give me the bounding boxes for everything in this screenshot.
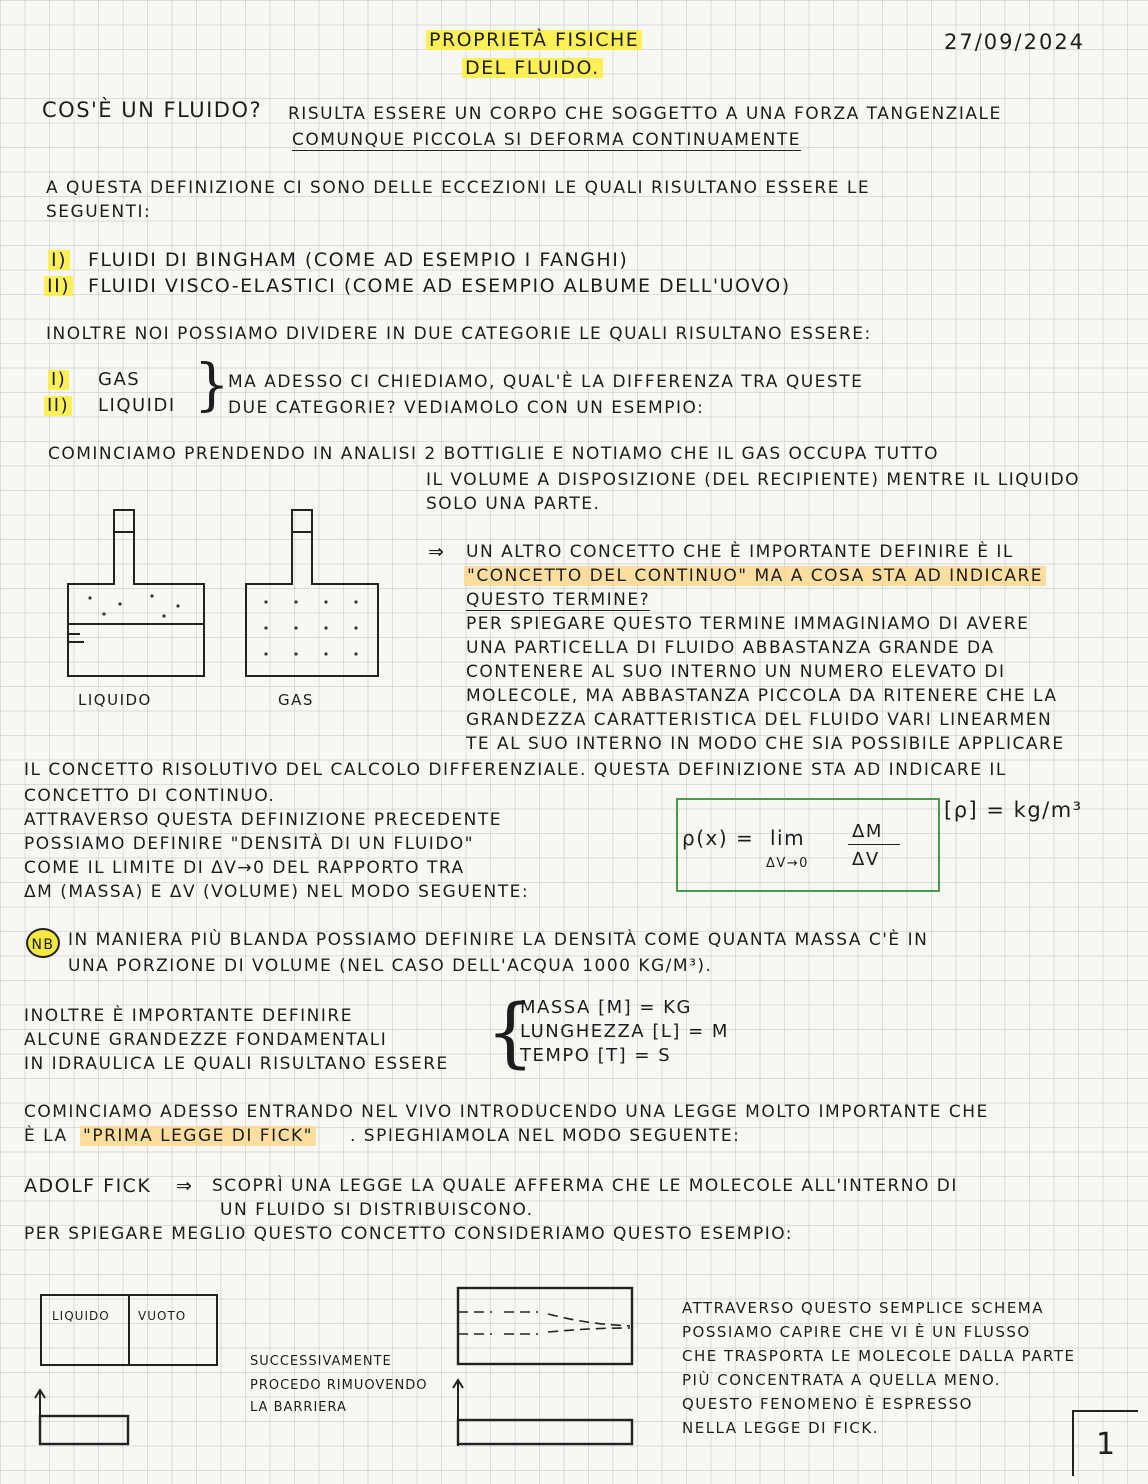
fick-desc-line2: UN FLUIDO SI DISTRIBUISCONO. xyxy=(220,1200,534,1220)
diagram-mid-line1: SUCCESSIVAMENTE xyxy=(250,1354,392,1369)
nb-line2: UNA PORZIONE DI VOLUME (NEL CASO DELL'ACQUA 1000 KG/M³). xyxy=(68,956,713,976)
exceptions-line1: A QUESTA DEFINIZIONE CI SONO DELLE ECCEZIONI LE QUALI RISULTANO ESSERE LE xyxy=(46,178,871,198)
bottles-diagram xyxy=(60,506,420,686)
gas-particle xyxy=(264,652,267,655)
page-number: 1 xyxy=(1096,1427,1117,1462)
fundamental-quantity: LUNGHEZZA [L] = M xyxy=(520,1021,729,1042)
density-line: ATTRAVERSO QUESTA DEFINIZIONE PRECEDENTE xyxy=(24,810,503,830)
diagram-mid-line3: LA BARRIERA xyxy=(250,1400,347,1415)
formula-lim: lim xyxy=(770,826,806,850)
page-title-line2: DEL FLUIDO. xyxy=(462,58,603,78)
fick-law-highlight: "PRIMA LEGGE DI FICK" xyxy=(80,1126,316,1146)
box-empty-label: VUOTO xyxy=(138,1309,187,1323)
lower-diffused-box xyxy=(458,1420,632,1444)
continuum-line: UNA PARTICELLA DI FLUIDO ABBASTANZA GRANDE DA xyxy=(466,638,995,658)
continuum-line: UN ALTRO CONCETTO CHE È IMPORTANTE DEFINIRE È IL xyxy=(466,542,1014,562)
fundamental-quantity: TEMPO [T] = S xyxy=(520,1045,672,1066)
density-line: COME IL LIMITE DI ΔV→0 DEL RAPPORTO TRA xyxy=(24,858,465,878)
formula-denominator: ΔV xyxy=(852,849,880,870)
continuum-line: GRANDEZZA CARATTERISTICA DEL FLUIDO VARI LINEARMEN xyxy=(466,710,1053,730)
bottle-liquid-outline xyxy=(68,532,204,676)
category-item: LIQUIDI xyxy=(98,395,176,416)
conclusion-line: ATTRAVERSO QUESTO SEMPLICE SCHEMA xyxy=(682,1299,1044,1317)
curly-brace-icon: } xyxy=(194,353,232,418)
gas-particle xyxy=(176,604,179,607)
category-marker: II) xyxy=(44,396,72,416)
gas-particle xyxy=(294,652,297,655)
category-item: GAS xyxy=(98,369,141,390)
category-marker: I) xyxy=(48,370,69,390)
page-title-line1: PROPRIETÀ FISICHE xyxy=(426,30,642,50)
fundamentals-line: INOLTRE È IMPORTANTE DEFINIRE xyxy=(24,1006,353,1026)
nb-line1: IN MANIERA PIÙ BLANDA POSSIAMO DEFINIRE LA DENSITÀ COME QUANTA MASSA C'È IN xyxy=(68,930,929,950)
conclusion-line: PIÙ CONCENTRATA A QUELLA MENO. xyxy=(682,1371,1001,1389)
gas-particle xyxy=(88,596,91,599)
conclusion-line: QUESTO FENOMENO È ESPRESSO xyxy=(682,1395,973,1413)
diagram-mid-line2: PROCEDO RIMUOVENDO xyxy=(250,1378,428,1393)
lower-box xyxy=(40,1416,128,1444)
density-unit: [ρ] = kg/m³ xyxy=(944,798,1083,822)
continuum-cont-line2: CONCETTO DI CONTINUO. xyxy=(24,786,276,806)
fundamental-quantity: MASSA [M] = KG xyxy=(520,997,692,1018)
conclusion-line: CHE TRASPORTA LE MOLECOLE DALLA PARTE xyxy=(682,1347,1076,1365)
gas-particle xyxy=(264,600,267,603)
diffused-container xyxy=(458,1288,632,1364)
page-date: 27/09/2024 xyxy=(944,30,1086,54)
exception-item: FLUIDI DI BINGHAM (COME AD ESEMPIO I FANGHI) xyxy=(88,249,629,271)
box-liquid-label: LIQUIDO xyxy=(52,1309,110,1323)
exception-marker: I) xyxy=(48,250,70,270)
density-line: ΔM (MASSA) E ΔV (VOLUME) NEL MODO SEGUENTE: xyxy=(24,882,530,902)
density-line: POSSIAMO DEFINIRE "DENSITÀ DI UN FLUIDO" xyxy=(24,834,475,854)
continuum-line: CONTENERE AL SUO INTERNO UN NUMERO ELEVATO DI xyxy=(466,662,1006,682)
continuum-line: PER SPIEGARE QUESTO TERMINE IMMAGINIAMO DI AVERE xyxy=(466,614,1030,634)
bottles-line1: COMINCIAMO PRENDENDO IN ANALISI 2 BOTTIGLIE E NOTIAMO CHE IL GAS OCCUPA TUTTO xyxy=(48,444,939,464)
gas-particle xyxy=(294,626,297,629)
barrier xyxy=(128,1296,130,1364)
intro-answer-line2: COMUNQUE PICCOLA SI DEFORMA CONTINUAMENTE xyxy=(292,130,801,150)
categories-question-line1: MA ADESSO CI CHIEDIAMO, QUAL'È LA DIFFERENZA TRA QUESTE xyxy=(228,372,864,392)
fundamentals-line: IN IDRAULICA LE QUALI RISULTANO ESSERE xyxy=(24,1054,449,1074)
fraction-bar xyxy=(848,844,900,845)
exception-marker: II) xyxy=(44,276,73,296)
page-number-box xyxy=(1072,1410,1138,1476)
gas-particle xyxy=(118,602,121,605)
fick-line2-pre: È LA xyxy=(24,1126,68,1146)
formula-lhs: ρ(x) = xyxy=(682,826,755,850)
fick-name: ADOLF FICK xyxy=(24,1175,152,1197)
fick-line1: COMINCIAMO ADESSO ENTRANDO NEL VIVO INTRODUCENDO UNA LEGGE MOLTO IMPORTANTE CHE xyxy=(24,1102,989,1122)
conclusion-line: POSSIAMO CAPIRE CHE VI È UN FLUSSO xyxy=(682,1323,1031,1341)
gas-particle xyxy=(354,652,357,655)
concentration-line xyxy=(458,1328,630,1334)
bottle-cap xyxy=(114,510,134,532)
formula-limit-sub: ΔV→0 xyxy=(766,856,809,871)
gas-particle xyxy=(324,652,327,655)
categories-line: INOLTRE NOI POSSIAMO DIVIDERE IN DUE CATEGORIE LE QUALI RISULTANO ESSERE: xyxy=(46,324,872,344)
fundamentals-line: ALCUNE GRANDEZZE FONDAMENTALI xyxy=(24,1030,388,1050)
continuum-line-highlight: "CONCETTO DEL CONTINUO" MA A COSA STA AD INDICARE xyxy=(464,566,1046,586)
gas-particle xyxy=(294,600,297,603)
continuum-line: MOLECOLE, MA ABBASTANZA PICCOLA DA RITENERE CHE LA xyxy=(466,686,1058,706)
continuum-line: QUESTO TERMINE? xyxy=(466,590,651,610)
continuum-line: TE AL SUO INTERNO IN MODO CHE SIA POSSIBILE APPLICARE xyxy=(466,734,1065,754)
gas-particle xyxy=(324,600,327,603)
continuum-cont-line1: IL CONCETTO RISOLUTIVO DEL CALCOLO DIFFERENZIALE. QUESTA DEFINIZIONE STA AD INDICARE IL xyxy=(24,760,1007,780)
bottle-cap xyxy=(292,510,312,532)
axis-diagram xyxy=(32,1386,142,1446)
label-gas: GAS xyxy=(278,691,314,709)
fick-line2-post: . SPIEGHIAMOLA NEL MODO SEGUENTE: xyxy=(350,1126,741,1146)
arrow-icon: ⇒ xyxy=(176,1175,194,1197)
conclusion-line: NELLA LEGGE DI FICK. xyxy=(682,1419,879,1437)
gas-particle xyxy=(150,594,153,597)
label-liquid: LIQUIDO xyxy=(78,691,152,709)
formula-numerator: ΔM xyxy=(852,821,883,842)
nb-badge: NB xyxy=(26,928,60,958)
exceptions-line2: SEGUENTI: xyxy=(46,202,152,222)
density-formula-box xyxy=(676,798,940,892)
gas-particle xyxy=(324,626,327,629)
gas-particle xyxy=(162,614,165,617)
intro-answer-line1: RISULTA ESSERE UN CORPO CHE SOGGETTO A UNA FORZA TANGENZIALE xyxy=(288,104,1002,124)
arrow-icon: ⇒ xyxy=(428,541,446,563)
bottles-line2: IL VOLUME A DISPOSIZIONE (DEL RECIPIENTE) MENTRE IL LIQUIDO xyxy=(426,470,1081,490)
gas-particle xyxy=(354,626,357,629)
curly-brace-icon: { xyxy=(486,987,536,1076)
initial-container xyxy=(40,1294,218,1366)
intro-question: COS'È UN FLUIDO? xyxy=(42,98,263,122)
bottles-line3: SOLO UNA PARTE. xyxy=(426,494,601,514)
gas-particle xyxy=(264,626,267,629)
exception-item: FLUIDI VISCO-ELASTICI (COME AD ESEMPIO ALBUME DELL'UOVO) xyxy=(88,275,791,297)
gas-particle xyxy=(354,600,357,603)
fick-desc-line1: SCOPRÌ UNA LEGGE LA QUALE AFFERMA CHE LE MOLECOLE ALL'INTERNO DI xyxy=(212,1176,958,1196)
concentration-line xyxy=(458,1312,630,1326)
diffusion-diagram xyxy=(452,1286,642,1448)
fick-example: PER SPIEGARE MEGLIO QUESTO CONCETTO CONSIDERIAMO QUESTO ESEMPIO: xyxy=(24,1224,794,1244)
categories-question-line2: DUE CATEGORIE? VEDIAMOLO CON UN ESEMPIO: xyxy=(228,398,705,418)
gas-particle xyxy=(102,612,105,615)
